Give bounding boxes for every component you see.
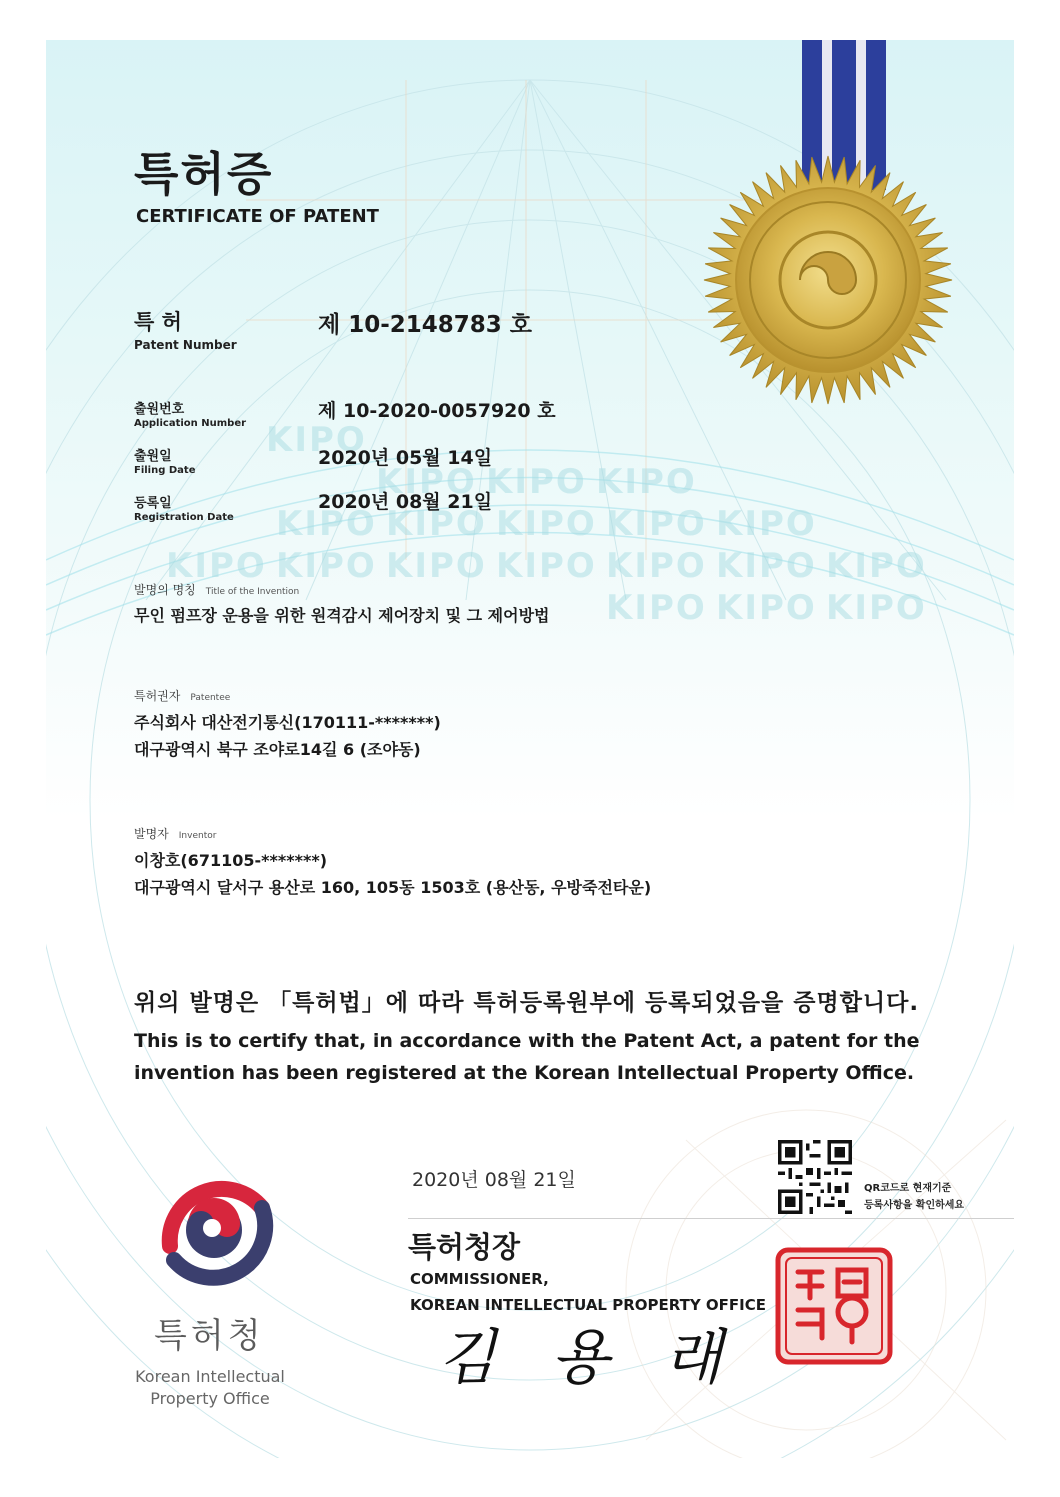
office-name-ko: 특허청 — [154, 1316, 265, 1356]
qr-note-line-1: QR코드로 현재기준 — [864, 1183, 952, 1194]
registration-date-label-en: Registration Date — [134, 512, 234, 523]
official-stamp-icon — [774, 1246, 894, 1366]
qr-note-line-2: 등록사항을 확인하세요 — [864, 1200, 965, 1211]
filing-date-value: 2020년 05월 14일 — [318, 447, 493, 469]
office-name-en-line-1: Korean Intellectual — [135, 1367, 285, 1386]
certificate-title-ko: 특허증 — [134, 147, 274, 201]
invention-label-en: Title of the Invention — [205, 587, 300, 597]
watermark-row-2c: KIPO — [596, 462, 697, 502]
filing-date-label-ko: 출원일 — [134, 449, 172, 464]
watermark-row-1: KIPO — [266, 420, 367, 460]
office-name-en — [130, 1366, 290, 1410]
patent-number-label-en: Patent Number — [134, 338, 237, 352]
issuer-divider — [408, 1218, 1014, 1219]
invention-label — [134, 579, 299, 598]
inventor-name: 이창호(671105-*******) — [134, 851, 328, 870]
watermark-row-4c: KIPO — [386, 546, 487, 586]
application-number-label-en: Application Number — [134, 418, 247, 429]
invention-label-ko: 발명의 명칭 — [134, 583, 196, 597]
watermark-row-5: KIPO — [606, 588, 707, 628]
inventor-label-ko: 발명자 — [134, 827, 169, 841]
watermark-row-2: KIPO — [376, 462, 477, 502]
invention-title: 무인 펌프장 운용을 위한 원격감시 제어장치 및 그 제어방법 — [134, 606, 550, 625]
certification-statement-ko: 위의 발명은 「특허법」에 따라 특허등록원부에 등록되었음을 증명합니다. — [134, 990, 920, 1016]
commissioner-signature: 김 용 래 — [438, 1323, 741, 1393]
filing-date-label-en: Filing Date — [134, 465, 196, 476]
commissioner-title-en-1: COMMISSIONER, — [410, 1270, 549, 1288]
watermark-row-2b: KIPO — [486, 462, 587, 502]
watermark-row-4e: KIPO — [606, 546, 707, 586]
application-number-label-ko: 출원번호 — [134, 402, 185, 417]
watermark-row-3d: KIPO — [606, 504, 707, 544]
registration-date-value: 2020년 08월 21일 — [318, 491, 493, 513]
watermark-row-4b: KIPO — [276, 546, 377, 586]
registration-date-label-ko: 등록일 — [134, 496, 172, 511]
watermark-row-4f: KIPO — [716, 546, 817, 586]
inventor-label — [134, 823, 216, 842]
certification-statement-en-2: invention has been registered at the Korean Intellectual Property Office. — [134, 1062, 915, 1084]
issue-date: 2020년 08월 21일 — [412, 1169, 576, 1191]
certification-statement-en-1: This is to certify that, in accordance with the Patent Act, a patent for the — [134, 1030, 920, 1052]
patentee-label — [134, 685, 230, 704]
patent-number-label-ko: 특 허 — [134, 310, 182, 334]
patent-number-value: 제 10-2148783 호 — [318, 312, 533, 338]
patentee-address: 대구광역시 북구 조야로14길 6 (조야동) — [134, 740, 421, 759]
watermark-row-3: KIPO — [276, 504, 377, 544]
watermark-row-3b: KIPO — [386, 504, 487, 544]
certificate-title-en: CERTIFICATE OF PATENT — [136, 206, 379, 227]
application-number-value: 제 10-2020-0057920 호 — [318, 400, 556, 422]
watermark-row-4: KIPO — [166, 546, 267, 586]
patentee-name: 주식회사 대산전기통신(170111-*******) — [134, 713, 441, 732]
office-name-en-line-2: Property Office — [150, 1389, 270, 1408]
watermark-row-4g: KIPO — [826, 546, 927, 586]
patentee-label-en: Patentee — [190, 693, 231, 703]
watermark-row-3e: KIPO — [716, 504, 817, 544]
patentee-label-ko: 특허권자 — [134, 689, 181, 703]
commissioner-title-ko: 특허청장 — [408, 1230, 521, 1264]
gold-seal — [704, 156, 952, 404]
watermark-row-5c: KIPO — [826, 588, 927, 628]
watermark-row-3c: KIPO — [496, 504, 597, 544]
inventor-label-en: Inventor — [178, 831, 217, 841]
watermark-row-4d: KIPO — [496, 546, 597, 586]
qr-note — [864, 1180, 964, 1214]
kipo-logo-icon — [150, 1168, 278, 1290]
inventor-address: 대구광역시 달서구 용산로 160, 105동 1503호 (용산동, 우방죽전타운) — [134, 878, 652, 897]
watermark-row-5b: KIPO — [716, 588, 817, 628]
certificate-sheet — [46, 40, 1014, 1458]
commissioner-title-en-2: KOREAN INTELLECTUAL PROPERTY OFFICE — [410, 1296, 767, 1314]
qr-code-icon[interactable] — [778, 1140, 852, 1214]
